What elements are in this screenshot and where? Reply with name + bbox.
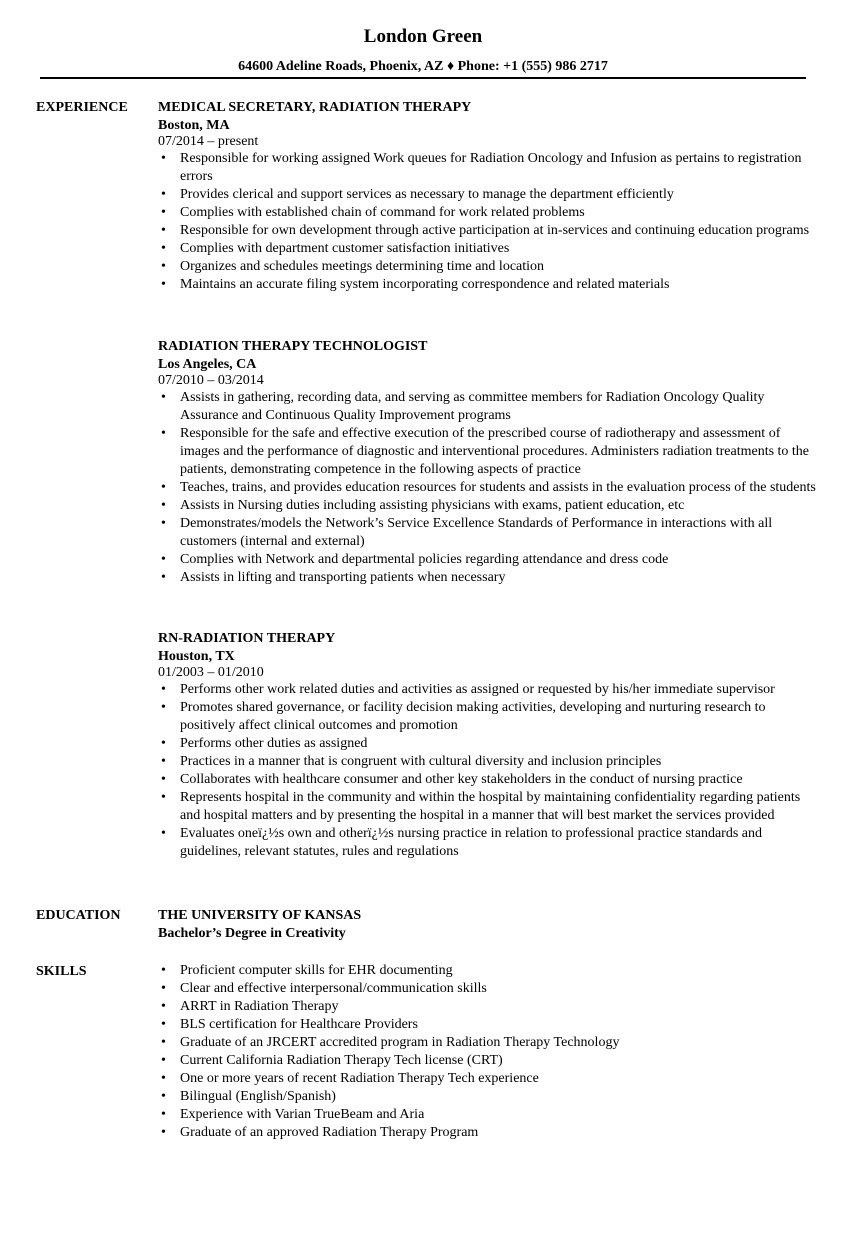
skills-list-block (158, 962, 818, 1142)
job-bullets (158, 681, 818, 861)
list-item: • Performs other work related duties and activities as assigned or requested by his/her immediate supervisor (158, 681, 818, 699)
job-dates: 01/2003 – 01/2010 (158, 665, 264, 680)
section-heading-experience: EXPERIENCE (36, 100, 128, 115)
list-item: • Current California Radiation Therapy Tech license (CRT) (158, 1052, 818, 1070)
list-item: • Responsible for the safe and effective execution of the prescribed course of radiotherapy and assessment of images and the performance of diagnostic and interventional procedures. Administers radiation treatments to the patients, demonstrating competence in the following aspects of practice (158, 425, 818, 479)
job-location: Houston, TX (158, 649, 235, 664)
list-item: • Bilingual (English/Spanish) (158, 1088, 818, 1106)
job-entry (158, 99, 818, 294)
list-item: • ARRT in Radiation Therapy (158, 998, 818, 1016)
list-item: • Assists in gathering, recording data, and serving as committee members for Radiation Oncology Quality Assurance and Continuous Quality Improvement programs (158, 389, 818, 425)
skills-list (158, 962, 818, 1142)
list-item: • Maintains an accurate filing system incorporating correspondence and related materials (158, 276, 818, 294)
degree: Bachelor’s Degree in Creativity (158, 926, 346, 941)
list-item: • Represents hospital in the community and within the hospital by maintaining confidentiality regarding patients and hospital matters and by presenting the hospital in a manner that will best market the services provided (158, 789, 818, 825)
list-item: • Demonstrates/models the Network’s Service Excellence Standards of Performance in interactions with all customers (internal and external) (158, 515, 818, 551)
list-item: • Complies with department customer satisfaction initiatives (158, 240, 818, 258)
list-item: • Graduate of an approved Radiation Therapy Program (158, 1124, 818, 1142)
job-title: RADIATION THERAPY TECHNOLOGIST (158, 339, 428, 354)
list-item: • Organizes and schedules meetings determining time and location (158, 258, 818, 276)
list-item: • Proficient computer skills for EHR documenting (158, 962, 818, 980)
list-item: • Performs other duties as assigned (158, 735, 818, 753)
list-item: • One or more years of recent Radiation Therapy Tech experience (158, 1070, 818, 1088)
list-item: • Practices in a manner that is congruent with cultural diversity and inclusion principles (158, 753, 818, 771)
section-heading-education: EDUCATION (36, 908, 121, 923)
header-divider (40, 77, 806, 79)
job-title: RN-RADIATION THERAPY (158, 631, 336, 646)
list-item: • BLS certification for Healthcare Providers (158, 1016, 818, 1034)
job-location: Boston, MA (158, 118, 230, 133)
job-dates: 07/2014 – present (158, 134, 259, 149)
list-item: • Teaches, trains, and provides education resources for students and assists in the evaluation process of the students (158, 479, 818, 497)
job-bullets (158, 150, 818, 294)
list-item: • Assists in lifting and transporting patients when necessary (158, 569, 818, 587)
candidate-name: London Green (363, 26, 483, 47)
contact-line: 64600 Adeline Roads, Phoenix, AZ ♦ Phone: +1 (555) 986 2717 (238, 59, 608, 74)
education-entry (158, 907, 818, 942)
job-dates: 07/2010 – 03/2014 (158, 373, 264, 388)
list-item: • Collaborates with healthcare consumer and other key stakeholders in the conduct of nursing practice (158, 771, 818, 789)
school-name: THE UNIVERSITY OF KANSAS (158, 908, 362, 923)
list-item: • Responsible for own development through active participation at in-services and continuing education programs (158, 222, 818, 240)
list-item: • Complies with Network and departmental policies regarding attendance and dress code (158, 551, 818, 569)
list-item: • Provides clerical and support services as necessary to manage the department efficiently (158, 186, 818, 204)
list-item: • Responsible for working assigned Work queues for Radiation Oncology and Infusion as pertains to registration errors (158, 150, 818, 186)
job-entry (158, 630, 818, 861)
job-entry (158, 338, 818, 587)
list-item: • Evaluates oneï¿½s own and otherï¿½s nursing practice in relation to professional practice standards and guidelines, relevant statutes, rules and regulations (158, 825, 818, 861)
list-item: • Complies with established chain of command for work related problems (158, 204, 818, 222)
list-item: • Clear and effective interpersonal/communication skills (158, 980, 818, 998)
list-item: • Promotes shared governance, or facility decision making activities, developing and nurturing research to positively affect clinical outcomes and promotion (158, 699, 818, 735)
job-bullets (158, 389, 818, 587)
job-title: MEDICAL SECRETARY, RADIATION THERAPY (158, 100, 472, 115)
list-item: • Experience with Varian TrueBeam and Aria (158, 1106, 818, 1124)
job-location: Los Angeles, CA (158, 357, 257, 372)
list-item: • Assists in Nursing duties including assisting physicians with exams, patient education, etc (158, 497, 818, 515)
list-item: • Graduate of an JRCERT accredited program in Radiation Therapy Technology (158, 1034, 818, 1052)
section-heading-skills: SKILLS (36, 964, 87, 979)
